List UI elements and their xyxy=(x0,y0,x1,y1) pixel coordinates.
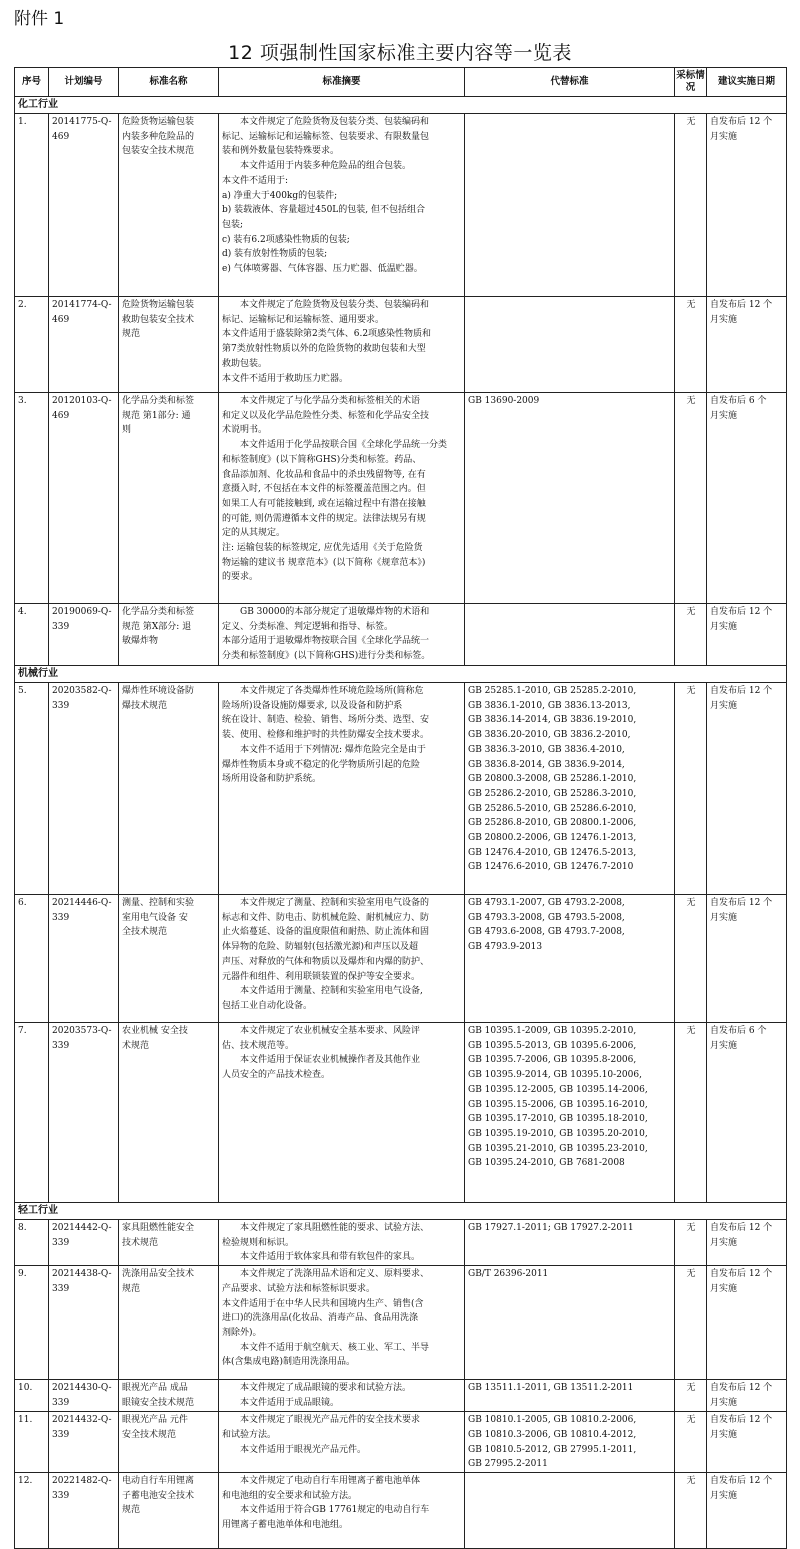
standard-name-line: 电动自行车用锂离 xyxy=(122,1475,195,1486)
adoption-status: 无 xyxy=(675,683,707,895)
standard-summary xyxy=(219,1380,465,1412)
replaced-standards xyxy=(465,1023,675,1203)
replaced-standards-line: GB 13690-2009 xyxy=(468,396,540,406)
replaced-standards-line: GB 17927.1-2011; GB 17927.2-2011 xyxy=(468,1223,634,1233)
plan-number-line: 339 xyxy=(52,1429,70,1440)
plan-number-line: 339 xyxy=(52,1040,70,1051)
row-no: 4. xyxy=(15,604,49,666)
summary-line: 声压、对释放的气体和物质以及爆炸和内爆的防护、 xyxy=(222,956,430,967)
replaced-standards-line: GB/T 26396-2011 xyxy=(468,1269,549,1280)
standard-name xyxy=(119,1380,219,1412)
section-row xyxy=(15,666,787,683)
replaced-standards-line: GB 10395.24-2010, GB 7681-2008 xyxy=(468,1158,625,1169)
standard-summary xyxy=(219,1266,465,1380)
standard-name-line: 则 xyxy=(122,425,132,436)
adoption-status: 无 xyxy=(675,604,707,666)
replaced-standards xyxy=(465,1220,675,1266)
summary-line: 爆炸性物质本身或不稳定的化学物质所引起的危险 xyxy=(222,759,421,770)
implementation-date-line: 月实施 xyxy=(710,1283,738,1294)
plan-number-line: 20214442-Q- xyxy=(52,1223,112,1233)
summary-line: e) 气体喷雾器、气体容器、压力贮器、低温贮器。 xyxy=(222,264,423,275)
summary-line: 体(含集成电路)制造用洗涤用品。 xyxy=(222,1357,356,1368)
standard-name-line: 包装安全技术规范 xyxy=(122,146,195,157)
implementation-date-line: 月实施 xyxy=(710,700,738,711)
summary-line: 和定义以及化学品危险性分类、标签和化学品安全技 xyxy=(222,410,430,421)
plan-number-line: 339 xyxy=(52,1237,70,1248)
plan-number-line: 20141775-Q- xyxy=(52,117,112,127)
summary-line: 本文件规定了洗涤用品术语和定义、原料要求、 xyxy=(240,1269,430,1280)
plan-number-line: 339 xyxy=(52,1283,70,1294)
plan-number-line: 20203573-Q- xyxy=(52,1026,112,1036)
standard-name xyxy=(119,1023,219,1203)
table-row xyxy=(15,1472,787,1548)
replaced-standards xyxy=(465,297,675,393)
standard-name xyxy=(119,604,219,666)
replaced-standards-line: GB 10810.5-2012, GB 27995.1-2011, xyxy=(468,1444,637,1455)
replaced-standards-line: GB 10395.12-2005, GB 10395.14-2006, xyxy=(468,1084,648,1095)
summary-line: 本文件适用于在中华人民共和国境内生产、销售(含 xyxy=(222,1298,424,1309)
implementation-date xyxy=(707,895,787,1023)
standard-name-line: 内装多种危险品的 xyxy=(122,131,195,142)
standard-summary xyxy=(219,604,465,666)
plan-number-line: 20214438-Q- xyxy=(52,1269,112,1280)
summary-line: 本文件规定了家具阻燃性能的要求、试验方法、 xyxy=(240,1223,430,1233)
implementation-date-line: 自发布后 12 个 xyxy=(710,686,773,696)
plan-number-line: 339 xyxy=(52,1490,70,1501)
replaced-standards-line: GB 3836.8-2014, GB 3836.9-2014, xyxy=(468,759,625,770)
standard-name-line: 安全技术规范 xyxy=(122,1429,177,1440)
section-title: 轻工行业 xyxy=(15,1203,787,1220)
plan-number-line: 20221482-Q- xyxy=(52,1475,112,1486)
summary-line: c) 装有6.2项感染性物质的包装; xyxy=(222,234,350,245)
table-row xyxy=(15,114,787,297)
replaced-standards-line: GB 25286.8-2010, GB 20800.1-2006, xyxy=(468,818,637,829)
summary-line: 本文件规定了危险货物及包装分类、包装编码和 xyxy=(240,117,430,127)
summary-line: 体异物的危险、防辐射(包括激光源)和声压以及超 xyxy=(222,942,419,953)
replaced-standards xyxy=(465,604,675,666)
summary-line: 和试验方法。 xyxy=(222,1429,277,1440)
replaced-standards-line: GB 4793.1-2007, GB 4793.2-2008, xyxy=(468,898,625,908)
summary-line: 场所用设备和防护系统。 xyxy=(222,774,322,785)
replaced-standards-line: GB 12476.4-2010, GB 12476.5-2013, xyxy=(468,847,637,858)
plan-number-line: 339 xyxy=(52,1397,70,1408)
summary-line: 用锂离子蓄电池单体和电池组。 xyxy=(222,1520,349,1531)
row-no: 10. xyxy=(15,1380,49,1412)
replaced-standards-line: GB 10395.21-2010, GB 10395.23-2010, xyxy=(468,1143,648,1154)
plan-number-line: 339 xyxy=(52,700,70,711)
implementation-date xyxy=(707,1380,787,1412)
adoption-status: 无 xyxy=(675,114,707,297)
implementation-date xyxy=(707,1023,787,1203)
summary-line: d) 装有放射性物质的包装; xyxy=(222,249,328,260)
implementation-date-line: 月实施 xyxy=(710,912,738,923)
section-row xyxy=(15,97,787,114)
standard-name xyxy=(119,683,219,895)
summary-line: 本文件规定了电动自行车用锂离子蓄电池单体 xyxy=(240,1475,421,1486)
adoption-status: 无 xyxy=(675,1412,707,1473)
summary-line: 本文件适用于软体家具和带有软包件的家具。 xyxy=(240,1252,421,1263)
table-row xyxy=(15,1412,787,1473)
summary-line: 本文件规定了与化学品分类和标签相关的术语 xyxy=(240,396,421,406)
replaced-standards-line: GB 10395.15-2006, GB 10395.16-2010, xyxy=(468,1099,648,1110)
plan-number xyxy=(49,1023,119,1203)
standard-name xyxy=(119,1266,219,1380)
summary-line: 标记、运输标记和运输标签、通用要求。 xyxy=(222,314,385,325)
summary-line: 估、技术规范等。 xyxy=(222,1040,295,1051)
replaced-standards-line: GB 3836.20-2010, GB 3836.2-2010, xyxy=(468,730,631,741)
summary-line: 标志和文件、防电击、防机械危险、耐机械应力、防 xyxy=(222,912,430,923)
summary-line: b) 装载液体、容量超过450L的包装, 但不包括组合 xyxy=(222,205,426,216)
replaced-standards-line: GB 10395.1-2009, GB 10395.2-2010, xyxy=(468,1026,637,1036)
summary-line: 如果工人有可能接触到, 或在运输过程中有潜在接触 xyxy=(222,498,426,509)
standard-name xyxy=(119,393,219,604)
implementation-date-line: 自发布后 12 个 xyxy=(710,898,773,908)
replaced-standards xyxy=(465,393,675,604)
adoption-status: 无 xyxy=(675,297,707,393)
replaced-standards-line: GB 10810.3-2006, GB 10810.4-2012, xyxy=(468,1429,637,1440)
plan-number-line: 20190069-Q- xyxy=(52,607,112,617)
plan-number-line: 20214430-Q- xyxy=(52,1383,112,1394)
implementation-date-line: 自发布后 12 个 xyxy=(710,1383,773,1394)
section-row xyxy=(15,1203,787,1220)
replaced-standards-line: GB 10810.1-2005, GB 10810.2-2006, xyxy=(468,1415,637,1426)
plan-number xyxy=(49,297,119,393)
replaced-standards xyxy=(465,683,675,895)
standard-name-line: 爆技术规范 xyxy=(122,700,168,711)
plan-number xyxy=(49,604,119,666)
standard-name-line: 家具阻燃性能安全 xyxy=(122,1223,195,1233)
summary-line: 本部分适用于退敏爆炸物按联合国《全球化学品统一 xyxy=(222,636,430,647)
summary-line: 第7类放射性物质以外的危险货物的救助包装和大型 xyxy=(222,344,426,355)
section-title: 化工行业 xyxy=(15,97,787,114)
summary-line: 注: 运输包装的标签规定, 应优先适用《关于危险货 xyxy=(222,543,423,554)
implementation-date-line: 自发布后 12 个 xyxy=(710,607,773,617)
implementation-date-line: 自发布后 12 个 xyxy=(710,1223,773,1233)
summary-line: 和标签制度》(以下简称GHS)分类和标签。药品、 xyxy=(222,454,422,465)
table-header-row xyxy=(15,68,787,97)
header-summary: 标准摘要 xyxy=(219,68,465,97)
implementation-date-line: 月实施 xyxy=(710,621,738,632)
implementation-date xyxy=(707,1472,787,1548)
standard-summary xyxy=(219,297,465,393)
replaced-standards xyxy=(465,895,675,1023)
standard-name xyxy=(119,297,219,393)
plan-number xyxy=(49,1380,119,1412)
replaced-standards xyxy=(465,1266,675,1380)
summary-line: 救助包装。 xyxy=(222,358,268,369)
summary-line: 定的从其规定。 xyxy=(222,528,286,539)
summary-line: 本文件适用于成品眼镜。 xyxy=(240,1397,340,1408)
implementation-date xyxy=(707,297,787,393)
standard-name-line: 规范 xyxy=(122,329,141,340)
row-no: 6. xyxy=(15,895,49,1023)
standard-summary xyxy=(219,1220,465,1266)
replaced-standards-line: GB 4793.3-2008, GB 4793.5-2008, xyxy=(468,912,625,923)
table-row xyxy=(15,1380,787,1412)
implementation-date-line: 月实施 xyxy=(710,1237,738,1248)
adoption-status: 无 xyxy=(675,1380,707,1412)
standard-name-line: 子蓄电池安全技术 xyxy=(122,1490,195,1501)
summary-line: 意摄入时, 不包括在本文件的标签覆盖范围之内。但 xyxy=(222,484,426,495)
standard-name xyxy=(119,895,219,1023)
replaced-standards-line: GB 3836.1-2010, GB 3836.13-2013, xyxy=(468,700,631,711)
plan-number-line: 469 xyxy=(52,131,70,142)
adoption-status: 无 xyxy=(675,895,707,1023)
implementation-date-line: 自发布后 6 个 xyxy=(710,396,767,406)
plan-number xyxy=(49,1220,119,1266)
implementation-date-line: 自发布后 12 个 xyxy=(710,300,773,310)
summary-line: 本文件适用于测量、控制和实验室用电气设备, xyxy=(240,986,423,997)
implementation-date xyxy=(707,683,787,895)
summary-line: 装、使用、检修和维护时的共性防爆安全技术要求。 xyxy=(222,730,430,741)
summary-line: 标记、运输标记和运输标签、包装要求、有限数量包 xyxy=(222,131,430,142)
replaced-standards-line: GB 20800.3-2008, GB 25286.1-2010, xyxy=(468,774,637,785)
standard-summary xyxy=(219,895,465,1023)
standard-name-line: 规范 xyxy=(122,1505,141,1516)
replaced-standards-line: GB 20800.2-2006, GB 12476.1-2013, xyxy=(468,833,637,844)
summary-line: 本文件适用于化学品按联合国《全球化学品统一分类 xyxy=(240,440,448,451)
plan-number xyxy=(49,1472,119,1548)
summary-line: 止火焰蔓延、设备的温度限值和耐热、防止流体和固 xyxy=(222,927,430,938)
table-row xyxy=(15,297,787,393)
summary-line: 本文件适用于符合GB 17761规定的电动自行车 xyxy=(240,1505,430,1516)
plan-number-line: 20141774-Q- xyxy=(52,300,112,310)
replaced-standards-line: GB 12476.6-2010, GB 12476.7-2010 xyxy=(468,862,634,873)
implementation-date xyxy=(707,393,787,604)
summary-line: 进口)的洗涤用品(化妆品、消毒产品、食品用洗涤 xyxy=(222,1313,419,1324)
row-no: 7. xyxy=(15,1023,49,1203)
summary-line: 术说明书。 xyxy=(222,425,268,436)
table-row xyxy=(15,604,787,666)
summary-line: 的可能, 则仍需遵循本文件的规定。法律法规另有规 xyxy=(222,513,426,524)
standard-name-line: 危险货物运输包装 xyxy=(122,117,195,127)
standard-name-line: 危险货物运输包装 xyxy=(122,300,195,310)
implementation-date-line: 自发布后 12 个 xyxy=(710,117,773,127)
standard-name xyxy=(119,114,219,297)
replaced-standards-line: GB 10395.19-2010, GB 10395.20-2010, xyxy=(468,1128,648,1139)
table-row xyxy=(15,1220,787,1266)
summary-line: 本文件不适用于: xyxy=(222,175,289,186)
plan-number xyxy=(49,1266,119,1380)
plan-number xyxy=(49,393,119,604)
header-replace: 代替标准 xyxy=(465,68,675,97)
replaced-standards xyxy=(465,1472,675,1548)
standard-name xyxy=(119,1220,219,1266)
standard-name xyxy=(119,1472,219,1548)
standard-name-line: 爆炸性环境设备防 xyxy=(122,686,195,696)
summary-line: 本文件适用于盛装除第2类气体、6.2项感染性物质和 xyxy=(222,329,432,340)
implementation-date-line: 月实施 xyxy=(710,1397,738,1408)
summary-line: 产品要求、试验方法和标签标识要求。 xyxy=(222,1283,376,1294)
implementation-date-line: 自发布后 12 个 xyxy=(710,1475,773,1486)
plan-number-line: 339 xyxy=(52,912,70,923)
standard-name-line: 眼镜安全技术规范 xyxy=(122,1397,195,1408)
summary-line: 本文件适用于内装多种危险品的组合包装。 xyxy=(240,161,412,172)
implementation-date-line: 自发布后 12 个 xyxy=(710,1415,773,1426)
summary-line: 险场所)设备设施防爆要求, 以及设备和防护系 xyxy=(222,700,403,711)
implementation-date-line: 月实施 xyxy=(710,1490,738,1501)
implementation-date-line: 月实施 xyxy=(710,410,738,421)
implementation-date-line: 月实施 xyxy=(710,1040,738,1051)
replaced-standards-line: GB 27995.2-2011 xyxy=(468,1459,548,1470)
page-title: 12 项强制性国家标准主要内容等一览表 xyxy=(228,42,572,64)
standard-name-line: 眼视光产品 元件 xyxy=(122,1415,188,1426)
standard-name-line: 洗涤用品安全技术 xyxy=(122,1269,195,1280)
plan-number-line: 469 xyxy=(52,314,70,325)
row-no: 1. xyxy=(15,114,49,297)
plan-number xyxy=(49,114,119,297)
row-no: 9. xyxy=(15,1266,49,1380)
summary-line: 的要求。 xyxy=(222,572,259,583)
summary-line: 统在设计、制造、检验、销售、场所分类、选型、安 xyxy=(222,715,430,726)
summary-line: 检验规则和标识。 xyxy=(222,1237,295,1248)
standard-name-line: 规范 xyxy=(122,1283,141,1294)
replaced-standards-line: GB 10395.5-2013, GB 10395.6-2006, xyxy=(468,1040,637,1051)
standard-name-line: 眼视光产品 成品 xyxy=(122,1383,188,1394)
replaced-standards xyxy=(465,1380,675,1412)
table-row xyxy=(15,1266,787,1380)
header-plan: 计划编号 xyxy=(49,68,119,97)
standard-summary xyxy=(219,1023,465,1203)
plan-number-line: 20214432-Q- xyxy=(52,1415,112,1426)
row-no: 12. xyxy=(15,1472,49,1548)
replaced-standards xyxy=(465,114,675,297)
table-row xyxy=(15,895,787,1023)
implementation-date-line: 月实施 xyxy=(710,314,738,325)
summary-line: 分类和标签制度》(以下简称GHS)进行分类和标签。 xyxy=(222,651,431,662)
summary-line: 物运输的建议书 规章范本》(以下简称《规章范本》) xyxy=(222,557,426,568)
summary-line: 元器件和组件、利用联锁装置的保护等安全要求。 xyxy=(222,971,421,982)
header-adopt: 采标情况 xyxy=(675,68,707,97)
standard-name-line: 术规范 xyxy=(122,1040,150,1051)
replaced-standards-line: GB 25286.5-2010, GB 25286.6-2010, xyxy=(468,803,637,814)
header-name: 标准名称 xyxy=(119,68,219,97)
standard-summary xyxy=(219,1412,465,1473)
table-row xyxy=(15,1023,787,1203)
summary-line: 包装; xyxy=(222,219,244,230)
implementation-date xyxy=(707,1220,787,1266)
table-row xyxy=(15,683,787,895)
standard-summary xyxy=(219,114,465,297)
standard-summary xyxy=(219,393,465,604)
adoption-status: 无 xyxy=(675,1220,707,1266)
summary-line: 本文件规定了农业机械安全基本要求、风险评 xyxy=(240,1026,421,1036)
header-date: 建议实施日期 xyxy=(707,68,787,97)
adoption-status: 无 xyxy=(675,1023,707,1203)
row-no: 2. xyxy=(15,297,49,393)
replaced-standards xyxy=(465,1412,675,1473)
replaced-standards-line: GB 4793.6-2008, GB 4793.7-2008, xyxy=(468,927,625,938)
implementation-date xyxy=(707,1412,787,1473)
implementation-date-line: 自发布后 12 个 xyxy=(710,1269,773,1280)
summary-line: 包括工业自动化设备。 xyxy=(222,1000,313,1011)
summary-line: 本文件适用于保证农业机械操作者及其他作业 xyxy=(240,1055,421,1066)
adoption-status: 无 xyxy=(675,393,707,604)
header-no: 序号 xyxy=(15,68,49,97)
replaced-standards-line: GB 10395.9-2014, GB 10395.10-2006, xyxy=(468,1070,642,1081)
replaced-standards-line: GB 4793.9-2013 xyxy=(468,942,543,953)
summary-line: 本文件不适用于救助压力贮器。 xyxy=(222,373,349,384)
replaced-standards-line: GB 13511.1-2011, GB 13511.2-2011 xyxy=(468,1383,634,1394)
replaced-standards-line: GB 10395.17-2010, GB 10395.18-2010, xyxy=(468,1114,648,1125)
plan-number-line: 339 xyxy=(52,621,70,632)
implementation-date xyxy=(707,604,787,666)
standard-name-line: 测量、控制和实验 xyxy=(122,898,195,908)
summary-line: 本文件不适用于航空航天、核工业、军工、半导 xyxy=(240,1342,430,1353)
standard-name-line: 规范 第1部分: 通 xyxy=(122,410,191,421)
plan-number xyxy=(49,683,119,895)
row-no: 3. xyxy=(15,393,49,604)
summary-line: 本文件规定了测量、控制和实验室用电气设备的 xyxy=(240,898,430,908)
attachment-label: 附件 1 xyxy=(14,9,65,29)
plan-number-line: 469 xyxy=(52,410,70,421)
section-title: 机械行业 xyxy=(15,666,787,683)
summary-line: GB 30000的本部分规定了退敏爆炸物的术语和 xyxy=(240,607,430,617)
replaced-standards-line: GB 3836.3-2010, GB 3836.4-2010, xyxy=(468,744,625,755)
standard-name-line: 敏爆炸物 xyxy=(122,636,159,647)
summary-line: 定义、分类标准、判定逻辑和指导、标签。 xyxy=(222,621,394,632)
standard-name-line: 室用电气设备 安 xyxy=(122,912,188,923)
replaced-standards-line: GB 25286.2-2010, GB 25286.3-2010, xyxy=(468,788,637,799)
summary-line: 本文件规定了眼视光产品元件的安全技术要求 xyxy=(240,1415,421,1426)
standard-name-line: 技术规范 xyxy=(122,1237,159,1248)
row-no: 11. xyxy=(15,1412,49,1473)
plan-number-line: 20120103-Q- xyxy=(52,396,112,406)
summary-line: 剂除外)。 xyxy=(222,1327,262,1338)
standard-summary xyxy=(219,1472,465,1548)
summary-line: 人员安全的产品技术检查。 xyxy=(222,1070,331,1081)
table-row xyxy=(15,393,787,604)
summary-line: 本文件适用于眼视光产品元件。 xyxy=(240,1444,367,1455)
plan-number-line: 20214446-Q- xyxy=(52,898,112,908)
standard-name-line: 农业机械 安全技 xyxy=(122,1026,188,1036)
standards-table xyxy=(14,67,787,1549)
replaced-standards-line: GB 10395.7-2006, GB 10395.8-2006, xyxy=(468,1055,637,1066)
standard-name-line: 化学品分类和标签 xyxy=(122,396,195,406)
implementation-date xyxy=(707,114,787,297)
row-no: 5. xyxy=(15,683,49,895)
summary-line: 装和例外数量包装特殊要求。 xyxy=(222,146,340,157)
plan-number xyxy=(49,1412,119,1473)
standard-name-line: 救助包装安全技术 xyxy=(122,314,195,325)
implementation-date-line: 月实施 xyxy=(710,1429,738,1440)
summary-line: 本文件规定了成品眼镜的要求和试验方法。 xyxy=(240,1383,412,1394)
summary-line: 本文件规定了各类爆炸性环境危险场所(简称危 xyxy=(240,686,424,696)
summary-line: 本文件规定了危险货物及包装分类、包装编码和 xyxy=(240,300,430,310)
standard-name-line: 规范 第X部分: 退 xyxy=(122,621,192,632)
replaced-standards-line: GB 25285.1-2010, GB 25285.2-2010, xyxy=(468,686,637,696)
summary-line: 食品添加剂、化妆品和食品中的杀虫残留物等, 在有 xyxy=(222,469,426,480)
implementation-date-line: 自发布后 6 个 xyxy=(710,1026,767,1036)
standard-name-line: 化学品分类和标签 xyxy=(122,607,195,617)
standard-name-line: 全技术规范 xyxy=(122,927,168,938)
summary-line: 本文件不适用于下列情况: 爆炸危险完全是由于 xyxy=(240,744,426,755)
summary-line: a) 净重大于400kg的包装件; xyxy=(222,190,338,201)
adoption-status: 无 xyxy=(675,1472,707,1548)
implementation-date xyxy=(707,1266,787,1380)
standard-name xyxy=(119,1412,219,1473)
row-no: 8. xyxy=(15,1220,49,1266)
adoption-status: 无 xyxy=(675,1266,707,1380)
replaced-standards-line: GB 3836.14-2014, GB 3836.19-2010, xyxy=(468,715,637,726)
implementation-date-line: 月实施 xyxy=(710,131,738,142)
standard-summary xyxy=(219,683,465,895)
summary-line: 和电池组的安全要求和试验方法。 xyxy=(222,1490,358,1501)
plan-number-line: 20203582-Q- xyxy=(52,686,112,696)
plan-number xyxy=(49,895,119,1023)
